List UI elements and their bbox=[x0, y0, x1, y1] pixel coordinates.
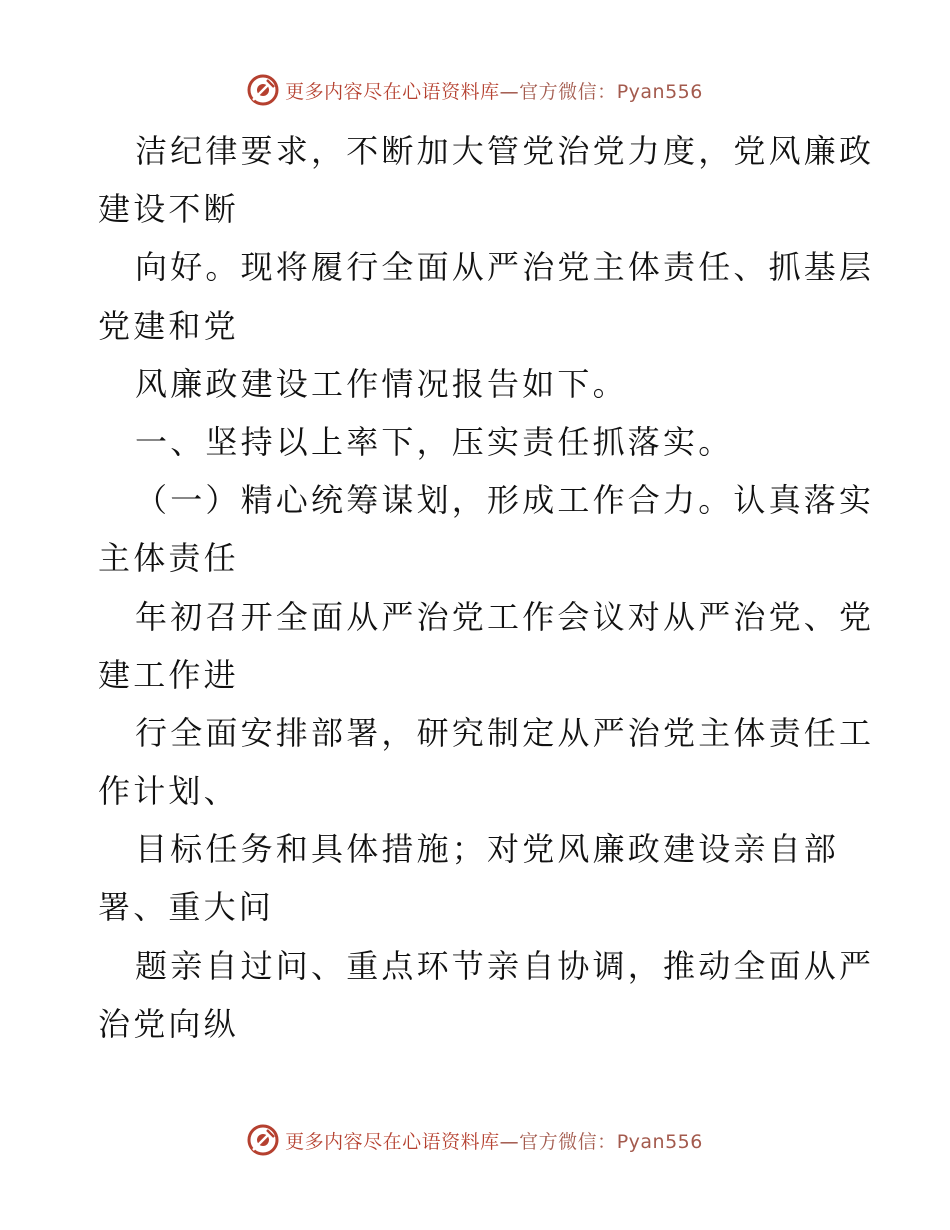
body-line: 题亲自过问、重点环节亲自协调，推动全面从严 bbox=[135, 946, 875, 985]
section-heading: 一、坚持以上率下，压实责任抓落实。 bbox=[135, 422, 734, 461]
footer-banner bbox=[0, 1120, 950, 1160]
footer-separator: — bbox=[499, 1130, 520, 1153]
header-banner-text bbox=[285, 77, 703, 104]
subsection-heading: （一）精心统筹谋划，形成工作合力。认真落实 bbox=[135, 481, 875, 520]
footer-wechat-label: 官方微信： bbox=[519, 1130, 617, 1153]
body-line: 行全面安排部署，研究制定从严治党主体责任工 bbox=[135, 713, 875, 752]
body-line: 风廉政建设工作情况报告如下。 bbox=[135, 364, 628, 403]
header-banner bbox=[0, 70, 950, 110]
body-line: 署、重大问 bbox=[98, 888, 275, 927]
body-line: 建工作进 bbox=[98, 655, 239, 694]
header-wechat-label: 官方微信： bbox=[519, 80, 617, 103]
body-line: 目标任务和具体措施；对党风廉政建设亲自部 bbox=[135, 830, 840, 869]
body-line: 党建和党 bbox=[98, 306, 239, 345]
body-line: 主体责任 bbox=[98, 539, 239, 578]
header-wechat-id: Pyan556 bbox=[616, 80, 703, 103]
body-line: 洁纪律要求，不断加大管党治党力度，党风廉政 bbox=[135, 132, 875, 170]
body-line: 向好。现将履行全面从严治党主体责任、抓基层 bbox=[135, 248, 875, 287]
seal-logo-icon bbox=[247, 1124, 279, 1156]
body-line: 建设不断 bbox=[98, 190, 239, 229]
footer-wechat-id: Pyan556 bbox=[616, 1130, 703, 1153]
seal-logo-icon bbox=[247, 74, 279, 106]
footer-banner-text bbox=[285, 1127, 703, 1154]
body-line: 治党向纵 bbox=[98, 1004, 239, 1043]
header-site-text: 更多内容尽在心语资料库 bbox=[285, 80, 500, 103]
body-line: 作计划、 bbox=[98, 772, 239, 811]
document-body bbox=[98, 122, 875, 1053]
body-line: 年初召开全面从严治党工作会议对从严治党、党 bbox=[135, 597, 875, 636]
footer-site-text: 更多内容尽在心语资料库 bbox=[285, 1130, 500, 1153]
header-separator: — bbox=[499, 80, 520, 103]
